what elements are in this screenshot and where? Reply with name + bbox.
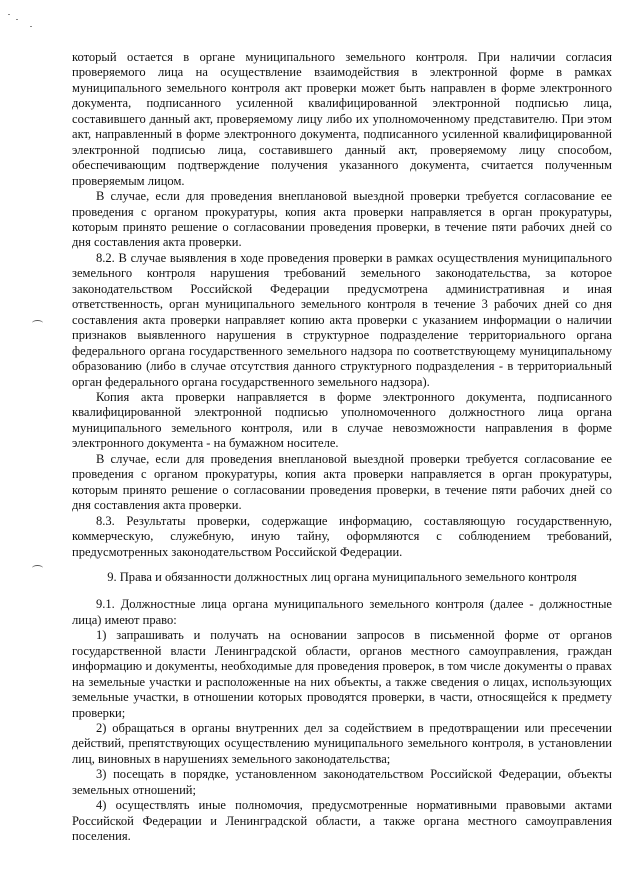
paragraph: В случае, если для проведения внеплановой выездной проверки требуется согласование ее проведения с органом прокуратуры, копия акта проверки направляется в орган прокуратуры, которым принято решение о согласовании проведения проверки, в течение пяти рабочих дней со дня составления акта проверки.	[72, 189, 612, 250]
section-heading: 9. Права и обязанности должностных лиц органа муниципального земельного контроля	[107, 569, 577, 584]
binder-hole-mark	[32, 320, 43, 326]
list-item: 3) посещать в порядке, установленном законодательством Российской Федерации, объекты земельных отношений;	[72, 767, 612, 797]
scan-speck	[30, 26, 32, 27]
list-item: 1) запрашивать и получать на основании запросов в письменной форме от органов государственной власти Ленинградской области, органов местного самоуправления, граждан информацию и документы, необходимые для проведения проверок, в том числе документы о правах на земельные участки и расположенные на них объекты, а также сведения о лицах, использующих земельные участки, в отношении которых проводятся проверки, в части, относящейся к предмету проверки;	[72, 628, 612, 720]
paragraph: В случае, если для проведения внеплановой выездной проверки требуется согласование ее проведения с органом прокуратуры, копия акта проверки направляется в орган прокуратуры, которым принято решение о согласовании проведения проверки, в течение пяти рабочих дней со дня составления акта проверки.	[72, 451, 612, 513]
scan-speck	[16, 19, 18, 20]
paragraph: который остается в органе муниципального земельного контроля. При наличии согласия проверяемого лица на осуществление взаимодействия в электронной форме в рамках муниципального земельного контроля акт проверки может быть направлен в форме электронного документа, подписанного усиленной квалифицированной электронной подписью лица, составившего данный акт, проверяемому лицу либо их уполномоченному представителю. При этом акт, направленный в форме электронного документа, подписанного усиленной квалифицированной электронной подписью лица, составившего данный акт, проверяемому лицу способом, обеспечивающим подтверждение получения указанного документа, считается полученным проверяемым лицом.	[72, 50, 612, 188]
list-item: 2) обращаться в органы внутренних дел за содействием в предотвращении или пресечении действий, препятствующих осуществлению муниципального земельного контроля, в установлении лиц, виновных в нарушениях земельного законодательства;	[72, 721, 612, 766]
list-item: 4) осуществлять иные полномочия, предусмотренные нормативными правовыми актами Российской Федерации и Ленинградской области, а также органа местного самоуправления поселения.	[72, 798, 612, 844]
document-page	[72, 50, 612, 845]
paragraph: 8.2. В случае выявления в ходе проведения проверки в рамках осуществления муниципального земельного контроля нарушения требований земельного законодательства, за которое законодательством Российской Федерации предусмотрена административная и иная ответственность, орган муниципального земельного контроля в течение 3 рабочих дней со дня составления акта проверки направляет копию акта проверки с указанием информации о наличии признаков выявленного нарушения в структурное подразделение территориального органа федерального органа государственного земельного надзора по соответствующему муниципальному образованию (либо в случае отсутствия данного структурного подразделения - в территориальный орган федерального органа государственного земельного надзора).	[72, 250, 612, 389]
scan-speck	[8, 14, 10, 15]
paragraph: 9.1. Должностные лица органа муниципального земельного контроля (далее - должностные лица) имеют право:	[72, 597, 612, 627]
binder-hole-mark	[32, 565, 43, 571]
paragraph: 8.3. Результаты проверки, содержащие информацию, составляющую государственную, коммерческую, служебную, иную тайну, оформляются с соблюдением требований, предусмотренных законодательством Российской Федерации.	[72, 513, 612, 559]
paragraph: Копия акта проверки направляется в форме электронного документа, подписанного квалифицированной электронной подписью уполномоченного должностного лица органа муниципального земельного контроля, или в случае невозможности направления в форме электронного документа - на бумажном носителе.	[72, 389, 612, 451]
